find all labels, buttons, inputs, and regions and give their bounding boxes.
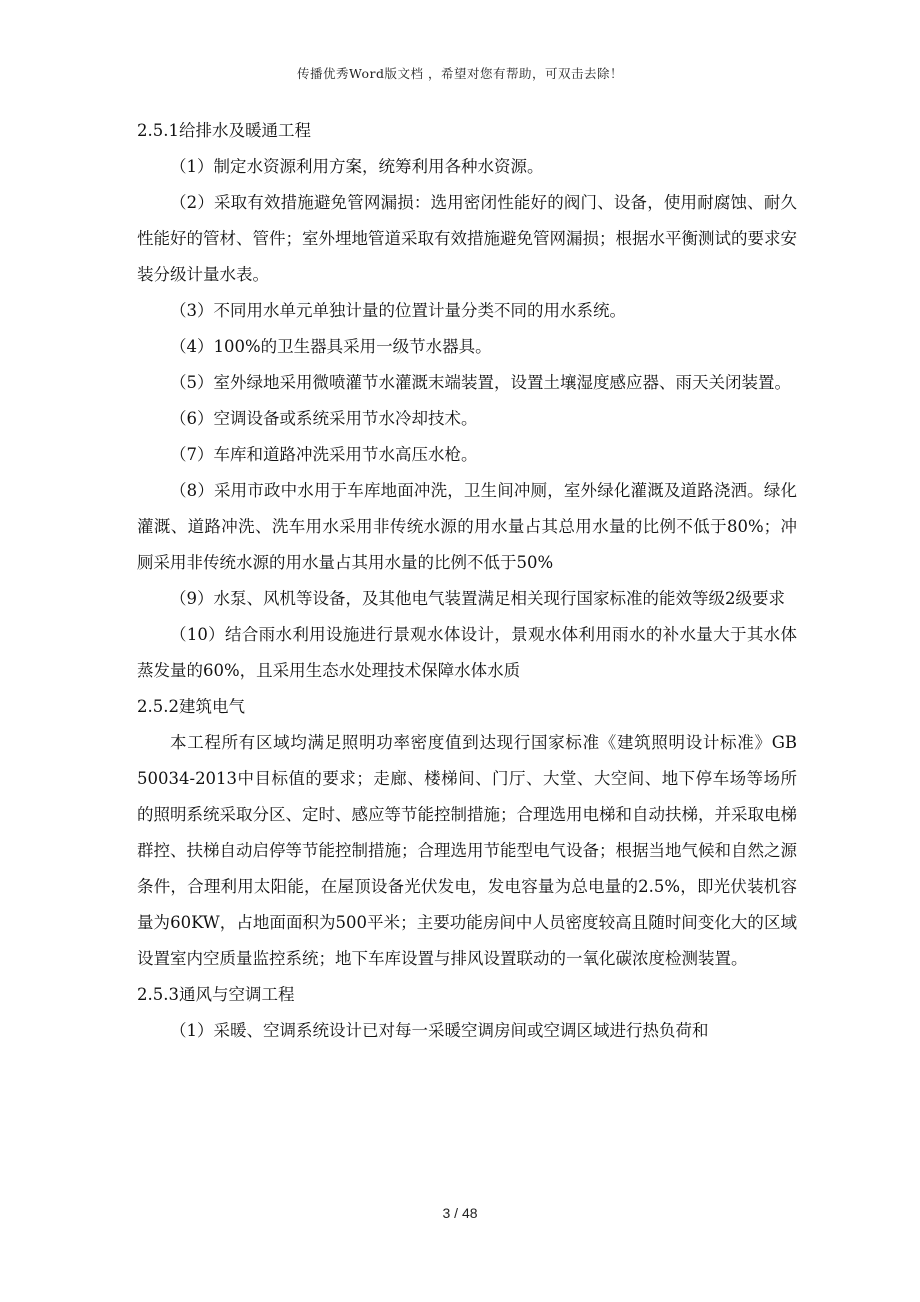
page-number: 3 / 48 — [442, 1205, 478, 1221]
section-heading-2-5-3: 2.5.3通风与空调工程 — [137, 985, 295, 1004]
paragraph-item-1: （1）制定水资源利用方案，统筹利用各种水资源。 — [170, 157, 544, 176]
paragraph-hvac-item-1: （1）采暖、空调系统设计已对每一采暖空调房间或空调区域进行热负荷和 — [170, 1021, 709, 1040]
paragraph-item-4: （4）100%的卫生器具采用一级节水器具。 — [170, 337, 492, 356]
paragraph-item-6: （6）空调设备或系统采用节水冷却技术。 — [170, 409, 478, 428]
paragraph-item-3: （3）不同用水单元单独计量的位置计量分类不同的用水系统。 — [170, 301, 626, 320]
paragraph-item-8: （8）采用市政中水用于车库地面冲洗，卫生间冲厕，室外绿化灌溉及道路浇洒。绿化灌溉、道路冲洗、洗车用水采用非传统水源的用水量占其总用水量的比例不低于80%；冲厕采用非传统水源的用水量占其用水量的比例不低于50% — [137, 481, 797, 572]
paragraph-item-5: （5）室外绿地采用微喷灌节水灌溉末端装置，设置土壤湿度感应器、雨天关闭装置。 — [170, 373, 791, 392]
paragraph-item-7: （7）车库和道路冲洗采用节水高压水枪。 — [170, 445, 478, 464]
paragraph-item-10: （10）结合雨水利用设施进行景观水体设计，景观水体利用雨水的补水量大于其水体蒸发量的60%，且采用生态水处理技术保障水体水质 — [137, 625, 797, 680]
paragraph-item-2: （2）采取有效措施避免管网漏损：选用密闭性能好的阀门、设备，使用耐腐蚀、耐久性能好的管材、管件；室外埋地管道采取有效措施避免管网漏损；根据水平衡测试的要求安装分级计量水表。 — [137, 193, 797, 284]
header-note: 传播优秀Word版文档 ，希望对您有帮助，可双击去除！ — [297, 66, 623, 81]
paragraph-item-9: （9）水泵、风机等设备，及其他电气装置满足相关现行国家标准的能效等级2级要求 — [170, 589, 785, 608]
paragraph-electrical: 本工程所有区域均满足照明功率密度值到达现行国家标准《建筑照明设计标准》GB 50034-2013中目标值的要求；走廊、楼梯间、门厅、大堂、大空间、地下停车场等场所的照明系统采取分区、定时、感应等节能控制措施；合理选用电梯和自动扶梯，并采取电梯群控、扶梯自动启停等节能控制措施；合理选用节能型电气设备；根据当地气候和自然之源条件，合理利用太阳能，在屋顶设备光伏发电，发电容量为总电量的2.5%，即光伏装机容量为60KW，占地面面积为500平米；主要功能房间中人员密度较高且随时间变化大的区域设置室内空质量监控系统；地下车库设置与排风设置联动的一氧化碳浓度检测装置。 — [137, 733, 797, 968]
section-heading-2-5-2: 2.5.2建筑电气 — [137, 697, 245, 716]
document-body — [137, 113, 797, 1049]
section-heading-2-5-1: 2.5.1给排水及暖通工程 — [137, 121, 311, 140]
